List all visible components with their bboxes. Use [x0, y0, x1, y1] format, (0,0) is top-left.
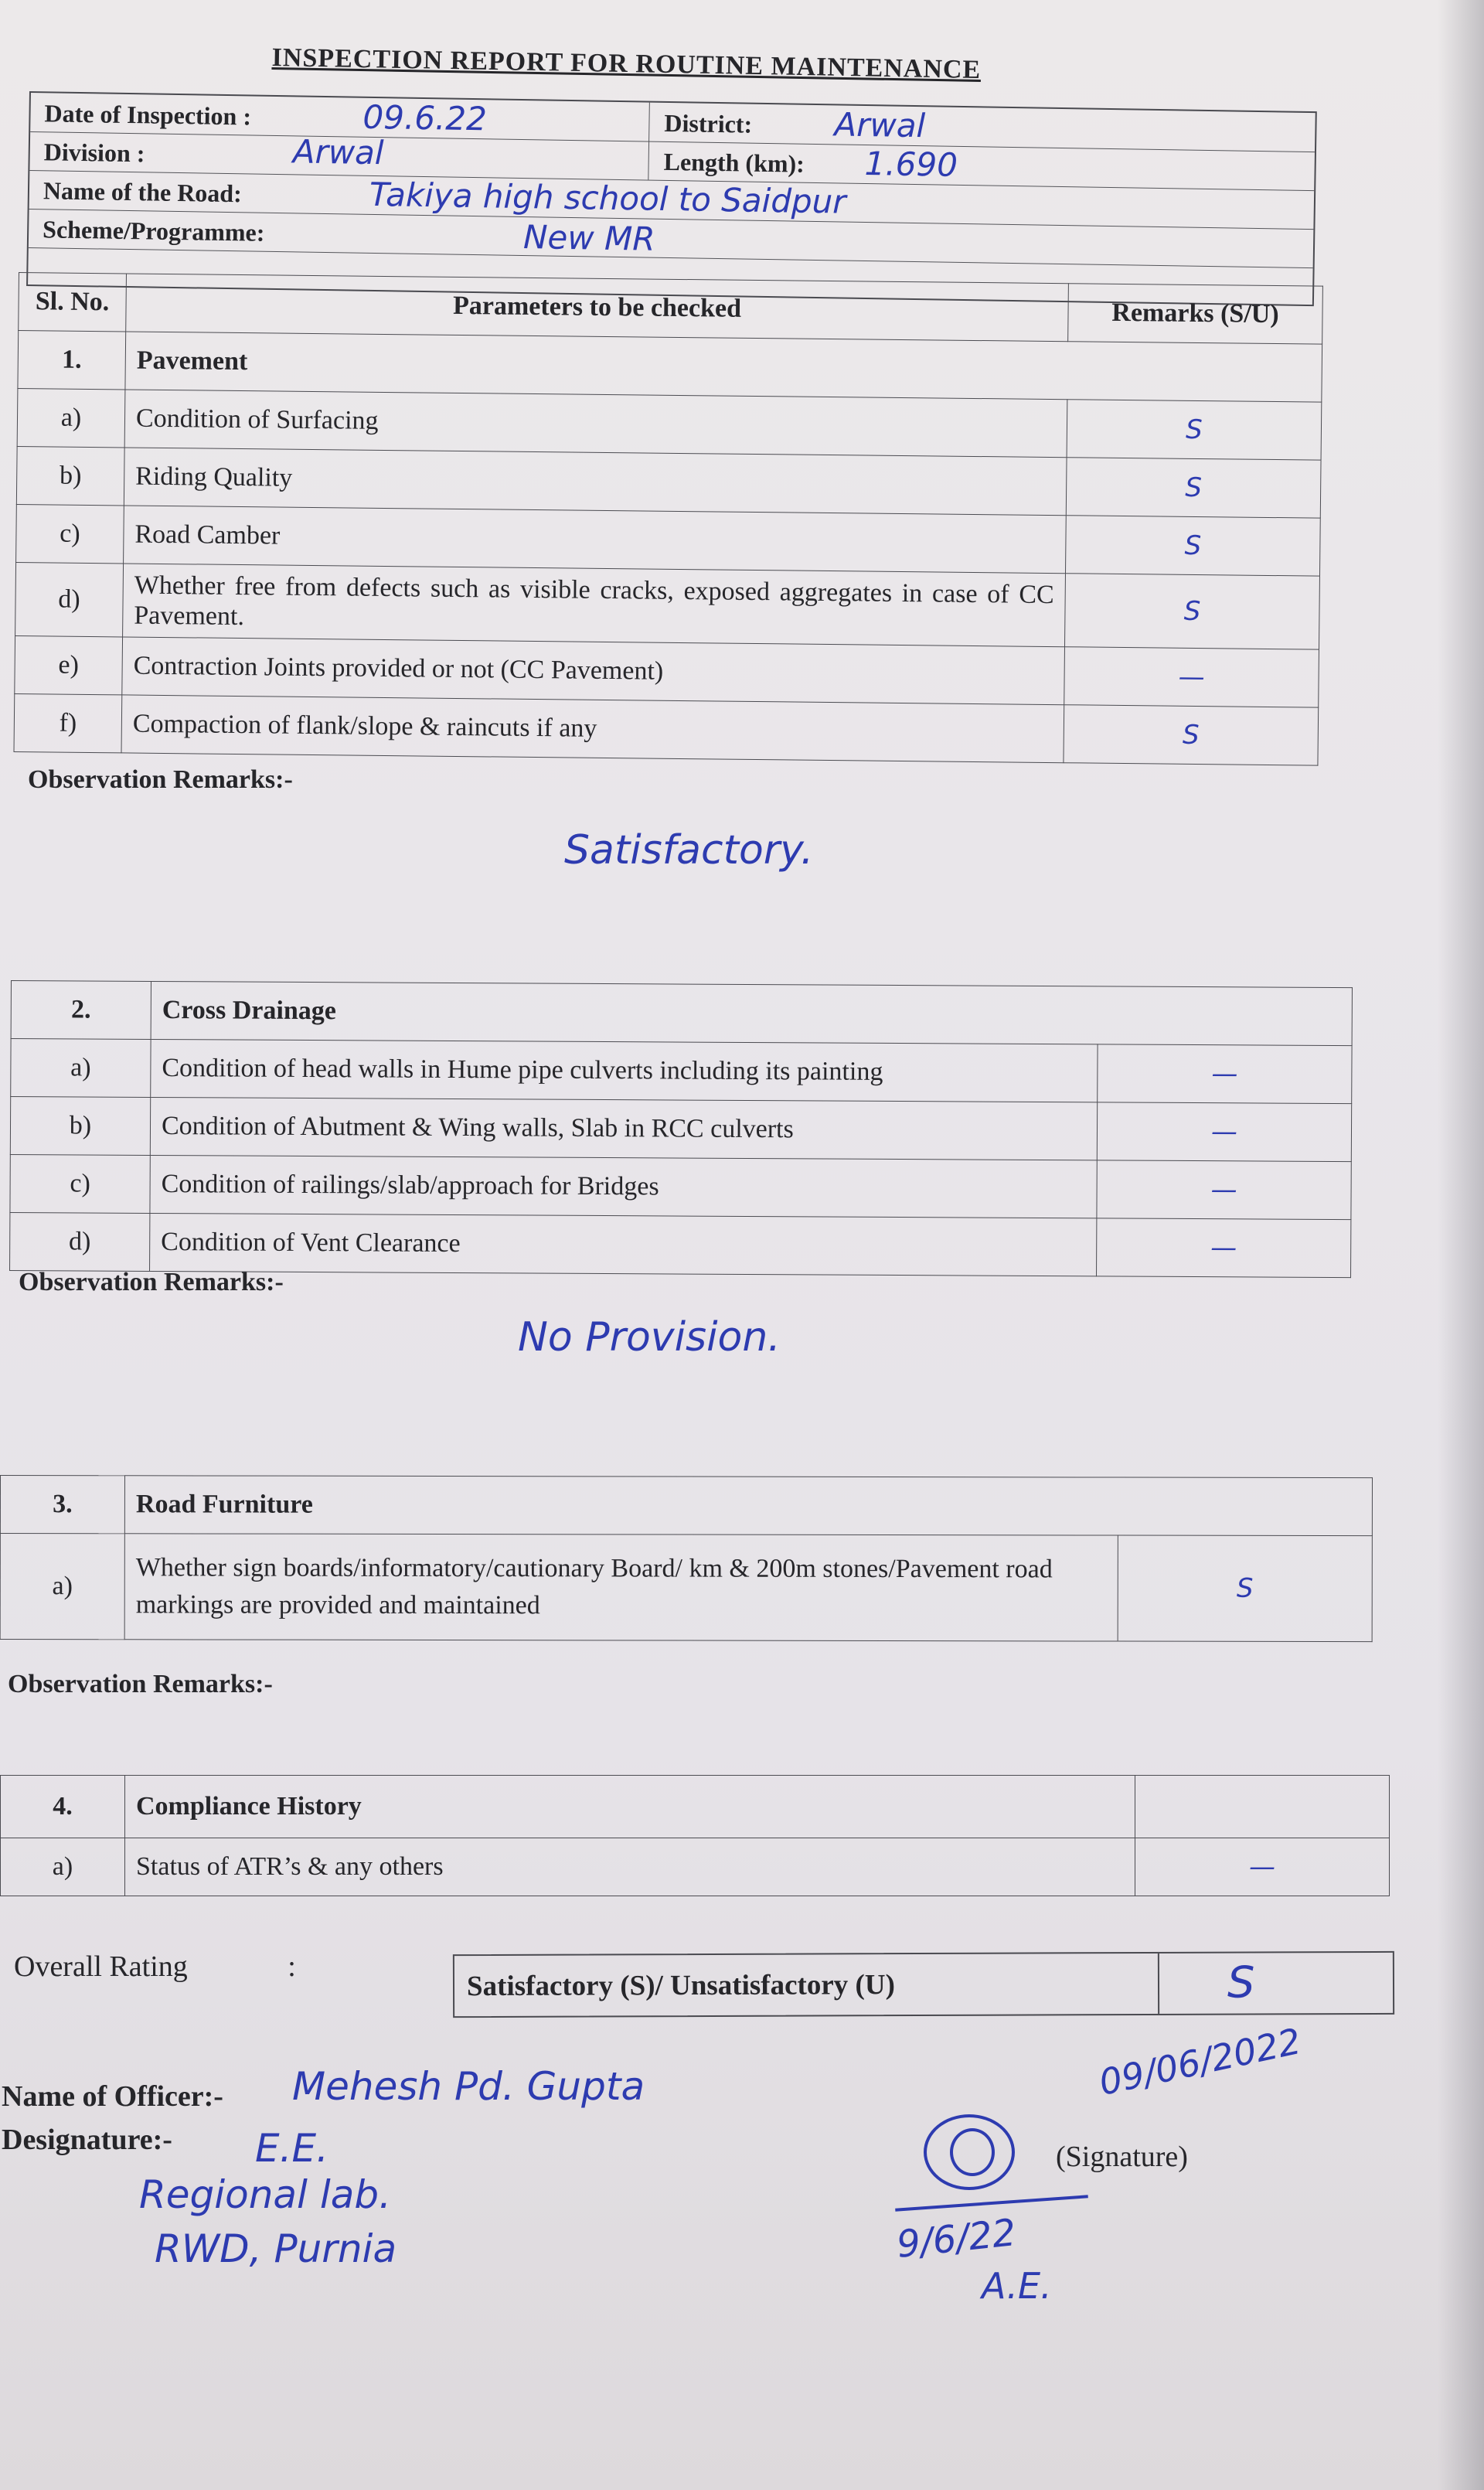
- row-remark: —: [1097, 1160, 1351, 1220]
- table-row: [1, 1838, 1390, 1896]
- section-number: 3.: [0, 1476, 124, 1534]
- table-row: [15, 562, 1320, 649]
- length-value: 1.690: [864, 144, 958, 184]
- row-remark: S: [1118, 1535, 1372, 1642]
- observation-label: Observation Remarks:-: [19, 1268, 284, 1296]
- row-id: b): [10, 1097, 150, 1156]
- overall-label-text: Overall Rating: [14, 1950, 188, 1983]
- overall-colon: :: [288, 1950, 296, 1983]
- row-id: f): [14, 693, 122, 752]
- row-id: a): [0, 1534, 124, 1640]
- officer-label: Name of Officer:-: [2, 2080, 223, 2113]
- length-label: Length (km):: [663, 147, 805, 178]
- section-title: Pavement: [125, 332, 1322, 402]
- officer-name: Mehesh Pd. Gupta: [292, 2064, 645, 2109]
- row-remark: S: [1067, 400, 1322, 460]
- col-remarks: Remarks (S/U): [1068, 284, 1323, 344]
- row-parameter: Status of ATR’s & any others: [125, 1838, 1135, 1896]
- row-parameter: Road Camber: [124, 506, 1067, 574]
- col-sl-no: Sl. No.: [19, 273, 127, 332]
- row-parameter: Compaction of flank/slope & raincuts if any: [121, 695, 1064, 763]
- row-remark: —: [1135, 1838, 1390, 1896]
- row-parameter: Condition of railings/slab/approach for Bridges: [150, 1155, 1097, 1218]
- section-title: Road Furniture: [124, 1476, 1372, 1536]
- row-parameter: Riding Quality: [124, 448, 1067, 516]
- observation-note: Satisfactory.: [564, 827, 814, 874]
- signature-label: (Signature): [1056, 2141, 1188, 2173]
- district-value: Arwal: [834, 105, 926, 145]
- row-remark: —: [1064, 647, 1319, 707]
- report-title: INSPECTION REPORT FOR ROUTINE MAINTENANCE: [271, 43, 982, 85]
- row-remark: S: [1066, 458, 1321, 518]
- row-id: c): [10, 1154, 150, 1213]
- row-id: e): [15, 635, 123, 694]
- row-parameter: Whether free from defects such as visible cracks, exposed aggregates in case of CC Pavement.: [123, 564, 1066, 647]
- row-id: a): [11, 1039, 151, 1098]
- section-header-row: [0, 1476, 1372, 1536]
- observation-label: Observation Remarks:-: [8, 1670, 273, 1698]
- row-parameter: Condition of Surfacing: [124, 390, 1067, 458]
- row-parameter: Contraction Joints provided or not (CC Pavement): [122, 637, 1065, 705]
- row-remark: —: [1097, 1218, 1351, 1278]
- table-row: [11, 1039, 1352, 1104]
- scheme-value: New MR: [522, 218, 655, 258]
- row-remark: S: [1064, 574, 1319, 649]
- signature-date-bottom: 9/6/22: [894, 2211, 1019, 2267]
- division-value: Arwal: [292, 132, 384, 172]
- road-furniture-table: [0, 1475, 1373, 1642]
- observation-label: Observation Remarks:-: [28, 765, 293, 794]
- road-value: Takiya high school to Saidpur: [369, 175, 846, 221]
- row-id: d): [15, 562, 124, 636]
- row-remark: S: [1064, 705, 1319, 765]
- road-label: Name of the Road:: [43, 176, 243, 208]
- division-label: Division :: [43, 138, 145, 168]
- district-label: District:: [664, 108, 753, 138]
- row-parameter: Whether sign boards/informatory/cautionary Board/ km & 200m stones/Pavement road markings are provided and maintained: [124, 1534, 1118, 1641]
- overall-divider: [1158, 1954, 1159, 2014]
- cross-drainage-table: [9, 980, 1353, 1278]
- row-id: a): [17, 388, 125, 447]
- section-title: Cross Drainage: [151, 981, 1352, 1045]
- col-parameters: Parameters to be checked: [126, 274, 1069, 342]
- table-row: [10, 1097, 1351, 1162]
- overall-value: S: [1227, 1957, 1255, 2008]
- row-parameter: Condition of Vent Clearance: [150, 1213, 1097, 1276]
- section-header-row: [1, 1776, 1390, 1838]
- signature-role: A.E.: [982, 2265, 1052, 2307]
- overall-rating-label: [14, 1950, 296, 1984]
- page-shadow: [1438, 0, 1484, 2490]
- row-parameter: Condition of Abutment & Wing walls, Slab in RCC culverts: [150, 1097, 1097, 1160]
- date-value: 09.6.22: [362, 97, 488, 138]
- section-header-row: [11, 981, 1352, 1046]
- empty-remark-cell: [1135, 1776, 1390, 1838]
- table-row: [10, 1154, 1351, 1219]
- scheme-label: Scheme/Programme:: [42, 215, 265, 247]
- designation-line-3: RWD, Purnia: [155, 2226, 397, 2271]
- compliance-table: [0, 1775, 1390, 1896]
- signature-underline: [895, 2195, 1088, 2211]
- table-row: [0, 1534, 1372, 1642]
- row-id: d): [10, 1212, 150, 1271]
- pavement-table: [13, 272, 1322, 766]
- section-number: 1.: [18, 331, 126, 390]
- row-id: a): [1, 1838, 125, 1896]
- overall-rating-box: [453, 1951, 1394, 2018]
- row-remark: S: [1065, 516, 1320, 576]
- designation-value: E.E.: [255, 2126, 328, 2171]
- section-number: 4.: [1, 1776, 125, 1838]
- signature-date-top: 09/06/2022: [1095, 2020, 1305, 2103]
- date-label: Date of Inspection :: [44, 99, 252, 131]
- row-id: b): [16, 446, 124, 505]
- signature-mark: [924, 2114, 1015, 2190]
- designation-label: Designature:-: [2, 2124, 172, 2156]
- observation-note: No Provision.: [518, 1314, 781, 1361]
- designation-line-2: Regional lab.: [139, 2172, 392, 2217]
- row-parameter: Condition of head walls in Hume pipe culverts including its painting: [151, 1039, 1098, 1102]
- row-remark: —: [1097, 1102, 1351, 1162]
- row-id: c): [16, 504, 124, 563]
- row-remark: —: [1098, 1044, 1352, 1104]
- section-number: 2.: [11, 981, 151, 1040]
- section-title: Compliance History: [125, 1776, 1135, 1838]
- overall-scale: Satisfactory (S)/ Unsatisfactory (U): [466, 1969, 895, 2003]
